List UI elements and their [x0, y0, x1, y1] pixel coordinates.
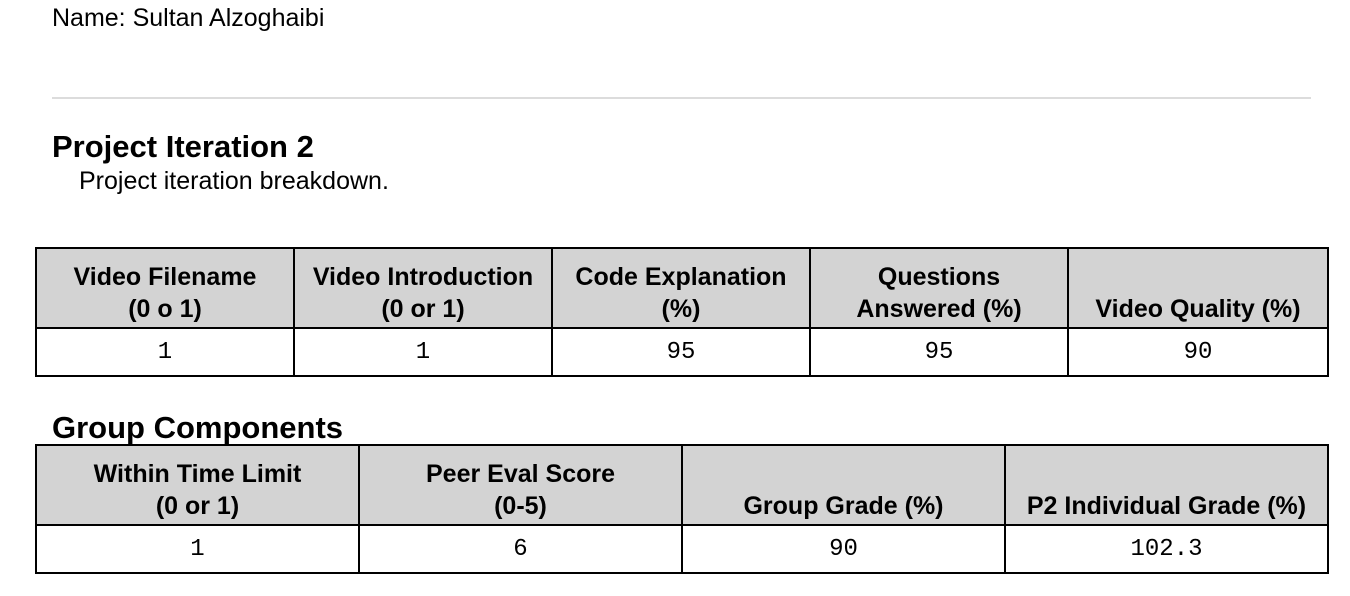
- header-code-explanation: Code Explanation (%): [552, 248, 810, 328]
- value-video-introduction: 1: [294, 328, 552, 376]
- value-video-filename: 1: [36, 328, 294, 376]
- group-title: Group Components: [52, 410, 344, 445]
- project-grade-table: [35, 247, 1329, 377]
- student-name: Name: Sultan Alzoghaibi: [52, 4, 325, 32]
- value-code-explanation: 95: [552, 328, 810, 376]
- project-subtitle: Project iteration breakdown.: [79, 167, 389, 195]
- header-p2-individual-grade: P2 Individual Grade (%): [1005, 445, 1328, 525]
- value-group-grade: 90: [682, 525, 1005, 573]
- value-questions-answered: 95: [810, 328, 1068, 376]
- project-title: Project Iteration 2: [52, 129, 314, 164]
- header-within-time-limit: Within Time Limit (0 or 1): [36, 445, 359, 525]
- header-video-introduction: Video Introduction (0 or 1): [294, 248, 552, 328]
- value-video-quality: 90: [1068, 328, 1328, 376]
- group-value-row: [36, 525, 1328, 573]
- header-peer-eval-score: Peer Eval Score (0-5): [359, 445, 682, 525]
- project-header-row: [36, 248, 1328, 328]
- group-header-row: [36, 445, 1328, 525]
- header-group-grade: Group Grade (%): [682, 445, 1005, 525]
- value-within-time-limit: 1: [36, 525, 359, 573]
- header-video-filename: Video Filename (0 o 1): [36, 248, 294, 328]
- section-divider: [52, 97, 1311, 99]
- header-video-quality: Video Quality (%): [1068, 248, 1328, 328]
- value-peer-eval-score: 6: [359, 525, 682, 573]
- project-value-row: [36, 328, 1328, 376]
- header-questions-answered: Questions Answered (%): [810, 248, 1068, 328]
- value-p2-individual-grade: 102.3: [1005, 525, 1328, 573]
- group-grade-table: [35, 444, 1329, 574]
